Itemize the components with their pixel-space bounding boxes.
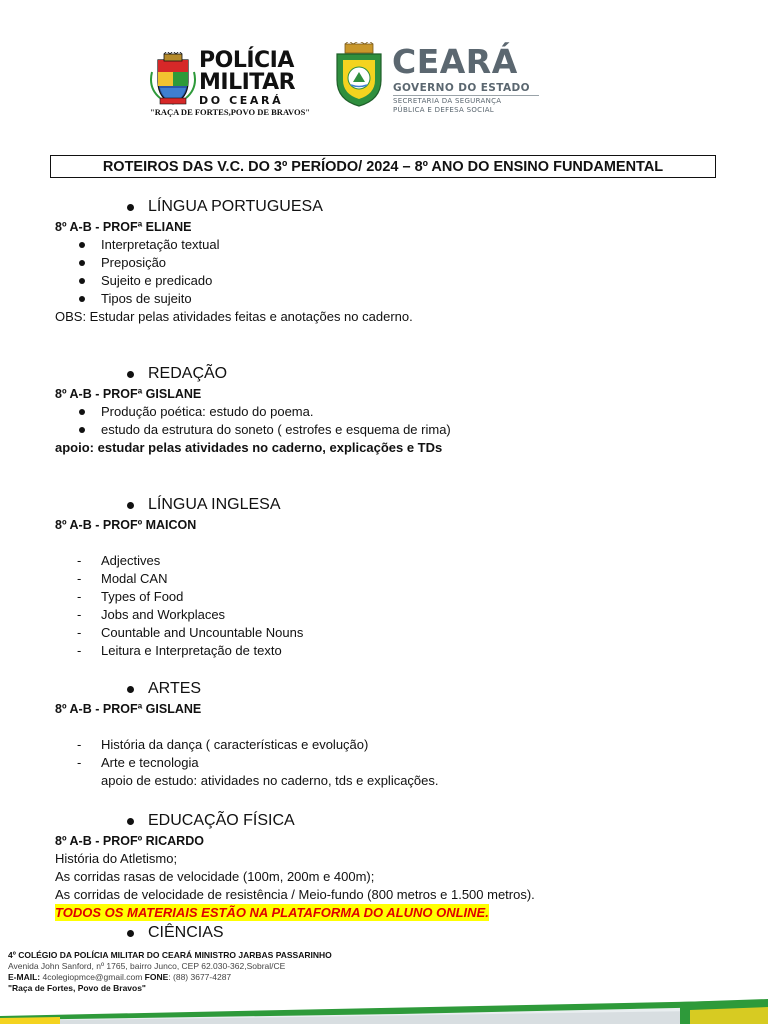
pm-logo-motto: "RAÇA DE FORTES,POVO DE BRAVOS" xyxy=(150,107,311,117)
police-crest-icon xyxy=(150,52,196,106)
list-item: Tipos de sujeito xyxy=(55,290,735,308)
section-title: REDAÇÃO xyxy=(148,365,228,382)
teacher-ingles: 8º A-B - PROFº MAICON xyxy=(55,518,197,532)
footer-decorative-stripe xyxy=(0,996,768,1024)
platform-notice: TODOS OS MATERIAIS ESTÃO NA PLATAFORMA DO ALUNO ONLINE. xyxy=(55,905,489,920)
teacher-portugues: 8º A-B - PROFª ELIANE xyxy=(55,220,192,234)
pm-logo-line1: POLÍCIA xyxy=(199,48,294,73)
list-item: - Leitura e Interpretação de texto xyxy=(55,642,735,660)
ceara-secretaria-line1: SECRETARIA DA SEGURANÇA xyxy=(393,97,502,105)
section-title: ARTES xyxy=(148,680,202,697)
teacher-edfisica: 8º A-B - PROFº RICARDO xyxy=(55,834,204,848)
list-item: - Jobs and Workplaces xyxy=(55,606,735,624)
apoio-redacao: apoio: estudar pelas atividades no caderno, explicações e TDs xyxy=(55,440,443,455)
footer-school-name: 4º COLÉGIO DA POLÍCIA MILITAR DO CEARÁ MINISTRO JARBAS PASSARINHO xyxy=(8,950,332,960)
bullet-icon xyxy=(127,686,134,693)
section-heading-artes xyxy=(127,678,735,700)
section-title: CIÊNCIAS xyxy=(148,924,224,941)
teacher-artes: 8º A-B - PROFª GISLANE xyxy=(55,702,202,716)
ceara-logo-title: CEARÁ xyxy=(392,42,518,81)
obs-portugues: OBS: Estudar pelas atividades feitas e anotações no caderno. xyxy=(55,309,413,324)
topic-list-portugues xyxy=(55,236,735,308)
teacher-redacao: 8º A-B - PROFª GISLANE xyxy=(55,387,202,401)
text-line: As corridas de velocidade de resistência / Meio-fundo (800 metros e 1.500 metros). xyxy=(55,887,535,902)
footer-email: 4colegiopmce@gmail.com xyxy=(42,972,143,982)
footer-phone: : (88) 3677-4287 xyxy=(168,972,232,982)
text-line: As corridas rasas de velocidade (100m, 200m e 400m); xyxy=(55,869,375,884)
footer-motto: "Raça de Fortes, Povo de Bravos" xyxy=(8,983,146,993)
list-item: Preposição xyxy=(55,254,735,272)
bullet-icon xyxy=(127,930,134,937)
section-heading-ciencias xyxy=(127,922,735,944)
list-item: Sujeito e predicado xyxy=(55,272,735,290)
section-heading-portugues xyxy=(127,196,735,218)
list-item: estudo da estrutura do soneto ( estrofes e esquema de rima) xyxy=(55,421,735,439)
footer-email-label: E-MAIL: xyxy=(8,972,41,982)
list-item: - Adjectives xyxy=(55,552,735,570)
section-title: EDUCAÇÃO FÍSICA xyxy=(148,812,295,829)
section-title: LÍNGUA INGLESA xyxy=(148,496,281,513)
bullet-icon xyxy=(127,502,134,509)
document-title: ROTEIROS DAS V.C. DO 3º PERÍODO/ 2024 – 8º ANO DO ENSINO FUNDAMENTAL xyxy=(50,155,716,178)
footer-phone-label: FONE xyxy=(144,972,169,982)
bullet-icon xyxy=(127,371,134,378)
footer-contact xyxy=(8,972,428,983)
list-item: Produção poética: estudo do poema. xyxy=(55,403,735,421)
section-title: LÍNGUA PORTUGUESA xyxy=(148,198,323,215)
bullet-icon xyxy=(127,818,134,825)
list-item: - Arte e tecnologia xyxy=(55,754,735,772)
section-heading-edfisica xyxy=(127,810,735,832)
section-heading-redacao xyxy=(127,363,735,385)
list-item: - Types of Food xyxy=(55,588,735,606)
bullet-icon xyxy=(127,204,134,211)
ceara-logo-divider xyxy=(393,95,539,96)
footer-address: Avenida John Sanford, nº 1765, bairro Junco, CEP 62.030-362,Sobral/CE xyxy=(8,961,286,971)
pm-logo-line3: DO CEARÁ xyxy=(199,94,284,107)
topic-list-artes xyxy=(55,736,735,772)
list-item: - Modal CAN xyxy=(55,570,735,588)
text-line: História do Atletismo; xyxy=(55,851,178,866)
ceara-crest-icon xyxy=(333,42,385,108)
document-body xyxy=(55,196,735,944)
ceara-logo-subtitle: GOVERNO DO ESTADO xyxy=(393,82,530,94)
ceara-logo-secretaria xyxy=(393,97,501,115)
pm-logo-text xyxy=(199,50,309,107)
apoio-artes: apoio de estudo: atividades no caderno, tds e explicações. xyxy=(101,773,439,788)
topic-list-ingles xyxy=(55,552,735,660)
list-item: Interpretação textual xyxy=(55,236,735,254)
footer xyxy=(8,950,428,994)
list-item: - Countable and Uncountable Nouns xyxy=(55,624,735,642)
topic-list-redacao xyxy=(55,403,735,439)
list-item: - História da dança ( características e evolução) xyxy=(55,736,735,754)
pm-logo-line2: MILITAR xyxy=(199,70,296,95)
section-heading-ingles xyxy=(127,494,735,516)
ceara-secretaria-line2: PÚBLICA E DEFESA SOCIAL xyxy=(393,106,495,114)
